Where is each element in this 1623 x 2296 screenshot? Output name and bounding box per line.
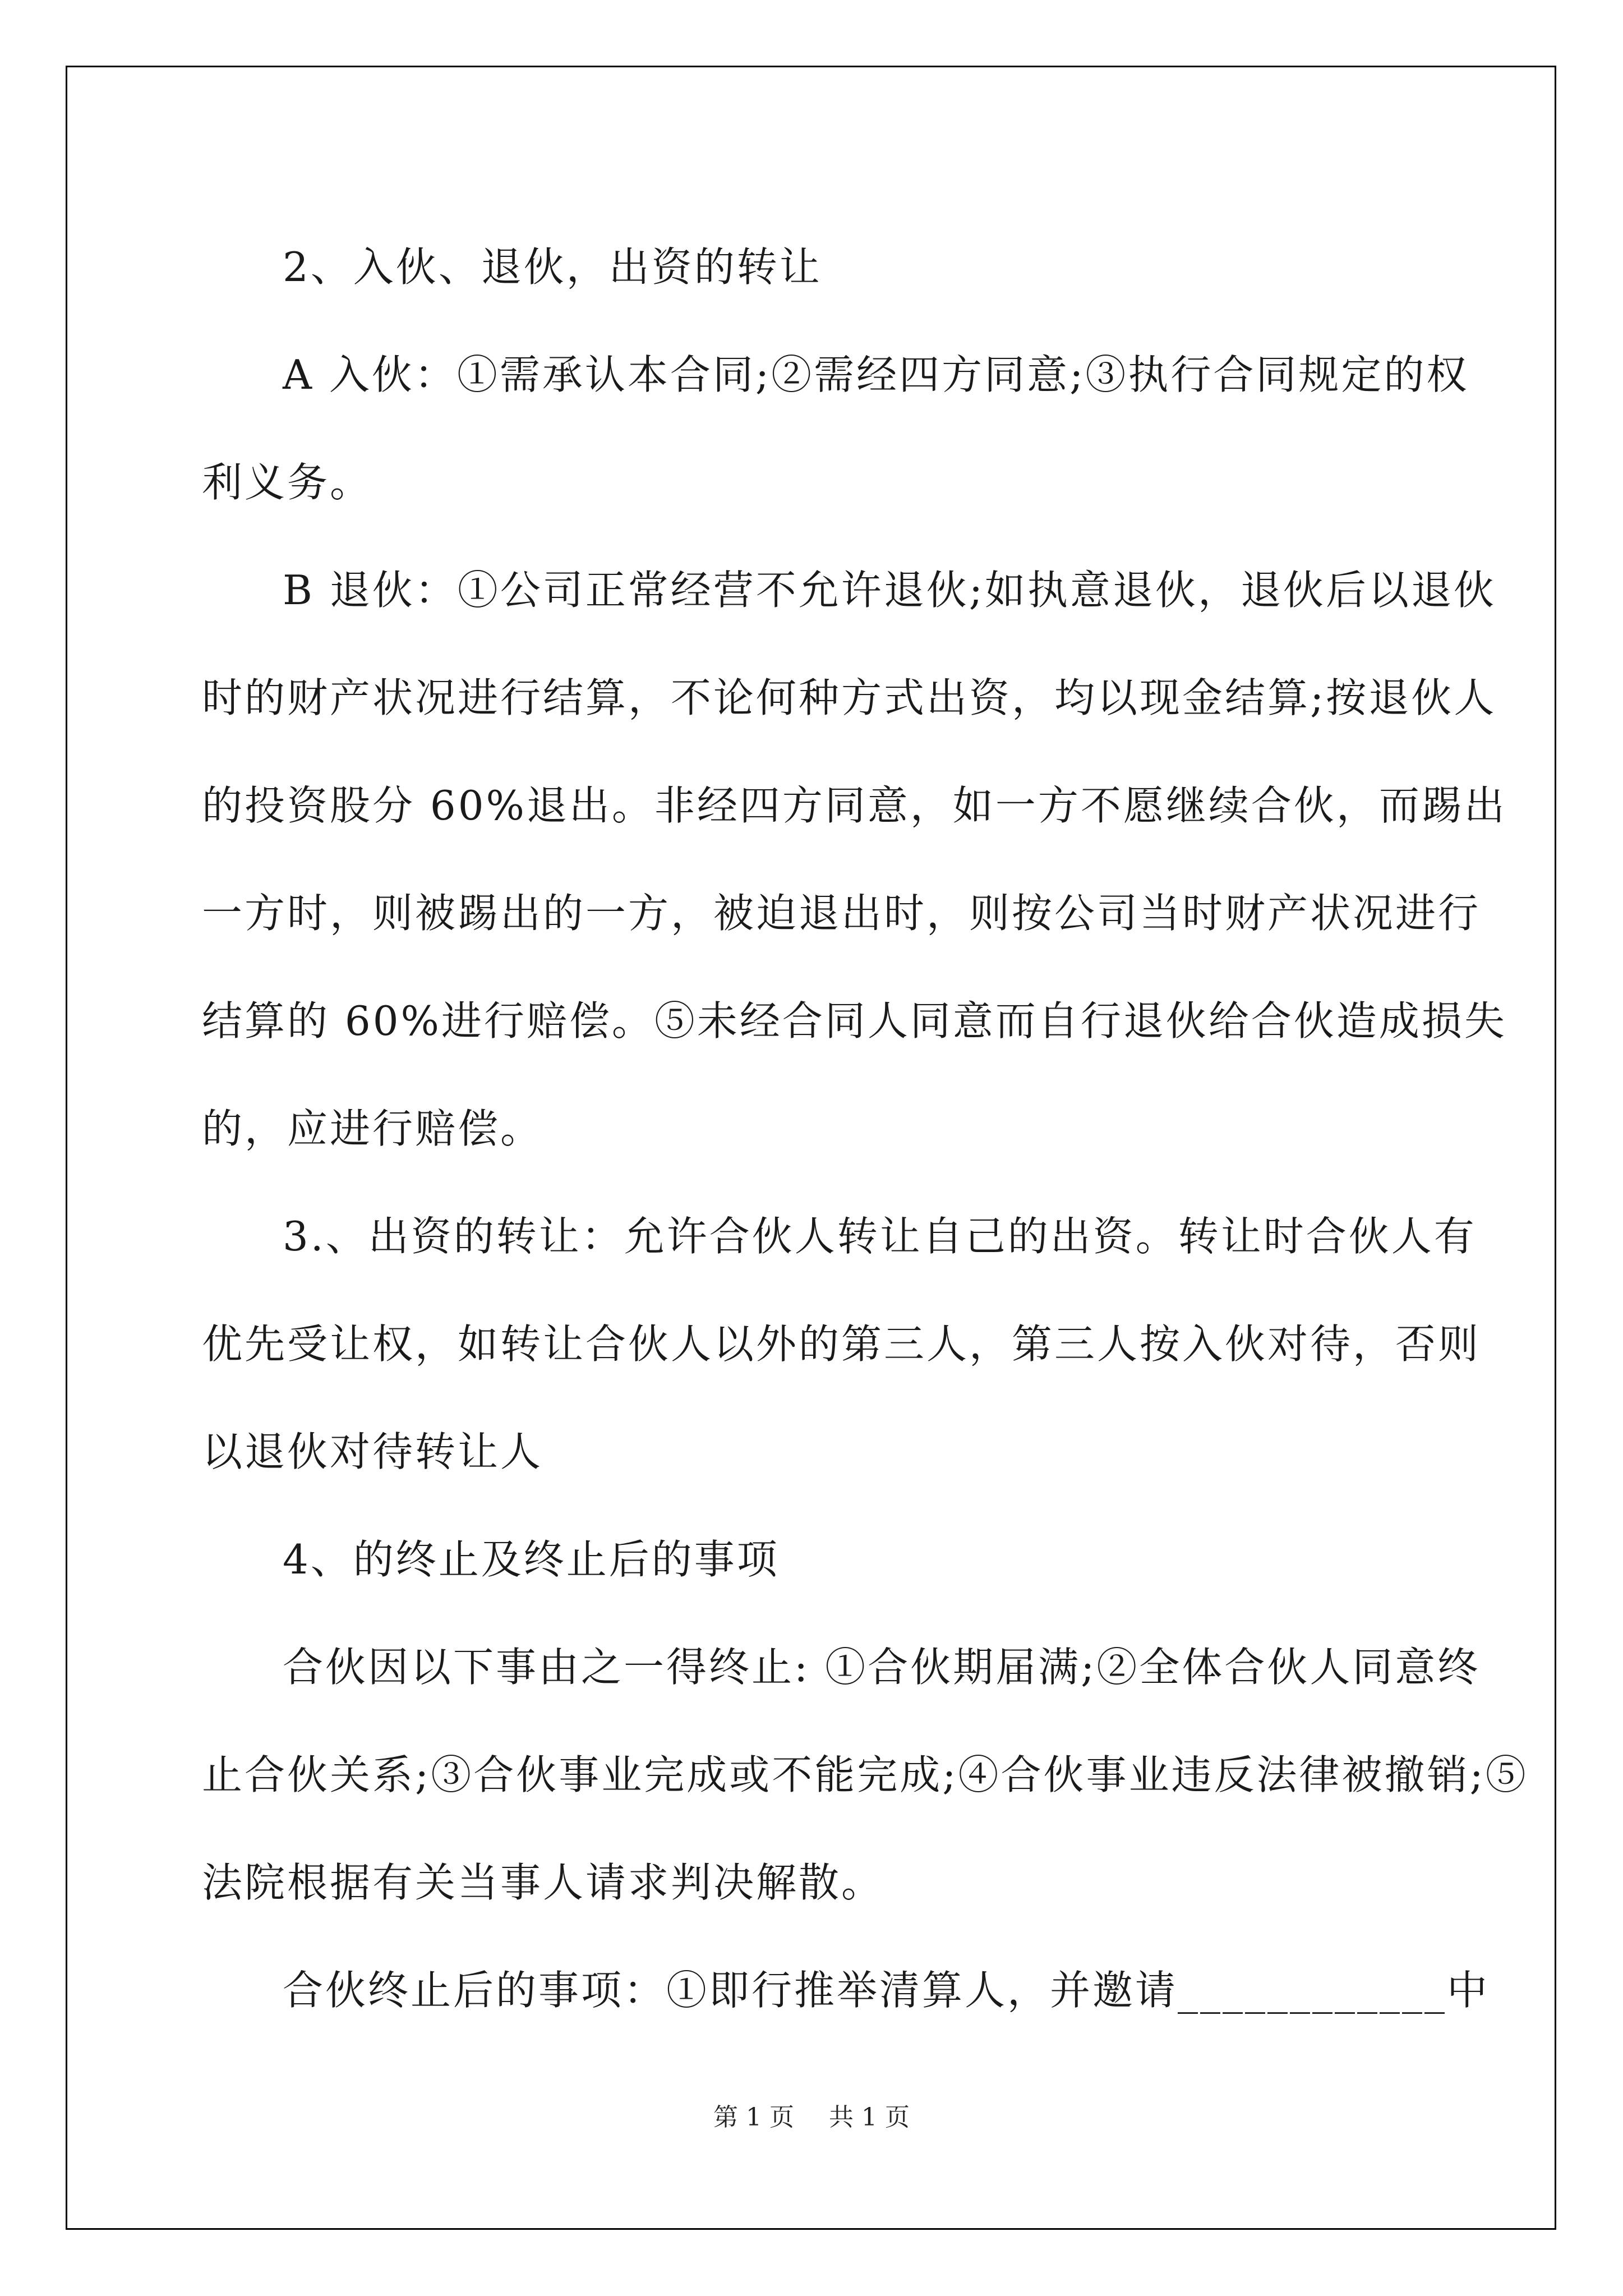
text-line: 合伙因以下事由之一得终止: ①合伙期届满;②全体合伙人同意终 bbox=[283, 1644, 1481, 1691]
text-line: 的，应进行赔偿。 bbox=[202, 1105, 543, 1152]
text-line: 合伙终止后的事项：①即行推举清算人，并邀请____________中 bbox=[283, 1967, 1490, 2014]
text-line: 优先受让权，如转让合伙人以外的第三人，第三人按入伙对待，否则 bbox=[202, 1320, 1481, 1368]
text-line: 4、的终止及终止后的事项 bbox=[283, 1536, 780, 1583]
text-line: 的投资股分 60%退出。非经四方同意，如一方不愿继续合伙，而踢出 bbox=[202, 782, 1507, 829]
text-line: 一方时，则被踢出的一方，被迫退出时，则按公司当时财产状况进行 bbox=[202, 890, 1481, 937]
text-line: 利义务。 bbox=[202, 459, 373, 506]
text-line: 时的财产状况进行结算，不论何种方式出资，均以现金结算;按退伙人 bbox=[202, 674, 1497, 721]
page-number-total: 共 1 页 bbox=[829, 2103, 910, 2132]
text-line: 法院根据有关当事人请求判决解散。 bbox=[202, 1859, 884, 1906]
text-line: A 入伙：①需承认本合同;②需经四方同意;③执行合同规定的权 bbox=[283, 351, 1469, 398]
page-footer bbox=[0, 2101, 1623, 2134]
document-body bbox=[202, 213, 1528, 2044]
text-line: 3.、出资的转让：允许合伙人转让自己的出资。转让时合伙人有 bbox=[283, 1213, 1477, 1260]
text-line: 2、入伙、退伙，出资的转让 bbox=[283, 243, 822, 291]
text-line: B 退伙：①公司正常经营不允许退伙;如执意退伙，退伙后以退伙 bbox=[283, 567, 1497, 614]
text-line: 止合伙关系;③合伙事业完成或不能完成;④合伙事业违反法律被撤销;⑤ bbox=[202, 1751, 1528, 1798]
text-line: 以退伙对待转让人 bbox=[202, 1428, 543, 1475]
text-line: 结算的 60%进行赔偿。⑤未经合同人同意而自行退伙给合伙造成损失 bbox=[202, 997, 1507, 1045]
page-number-current: 第 1 页 bbox=[713, 2103, 794, 2132]
